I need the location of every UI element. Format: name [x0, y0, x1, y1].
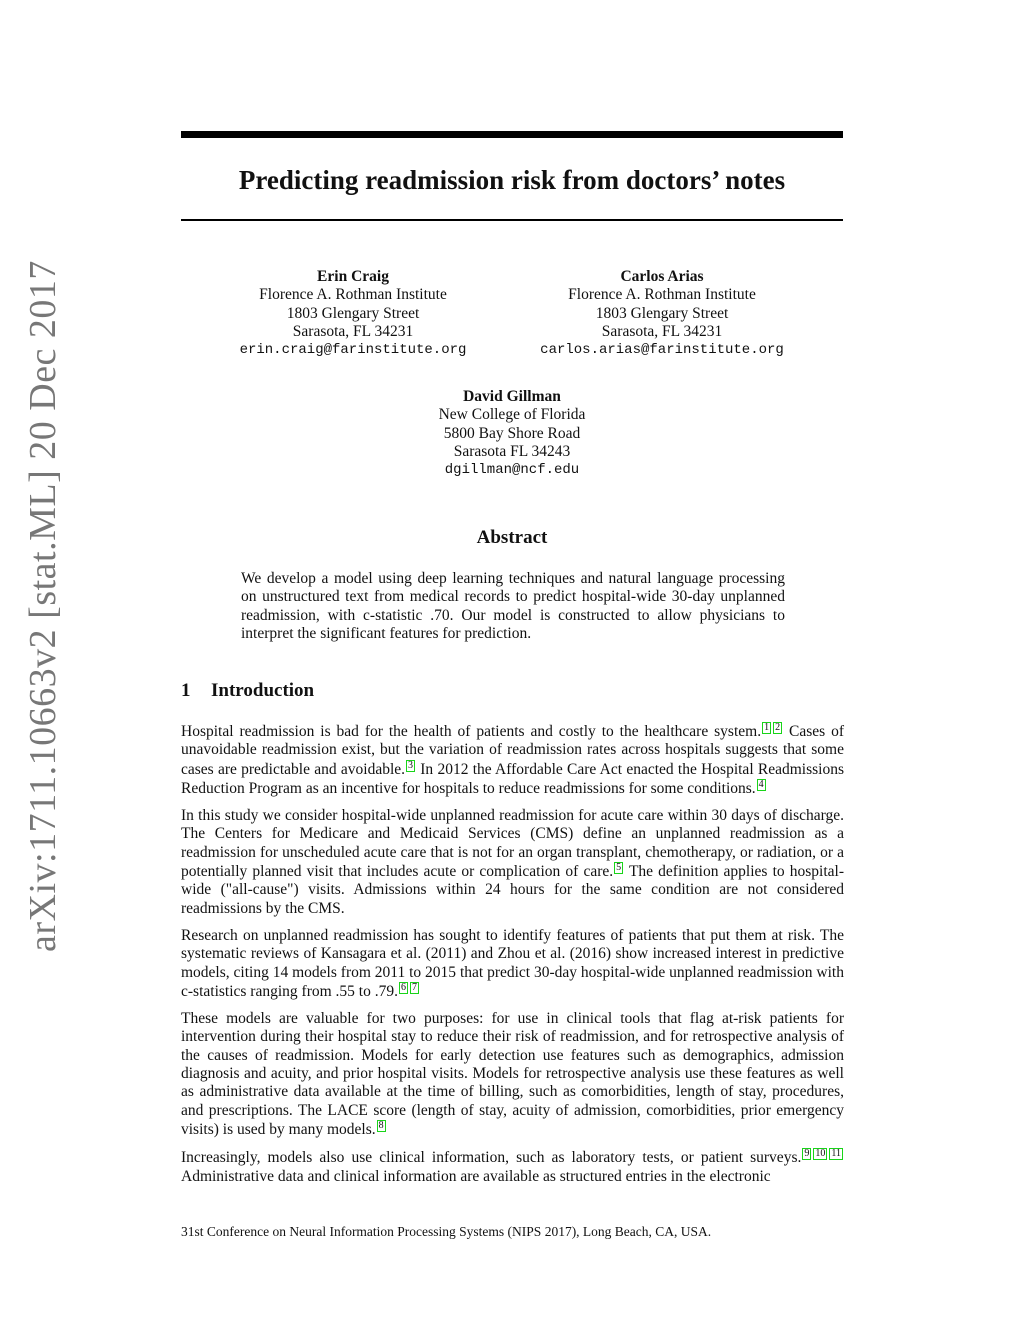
paragraph	[181, 927, 844, 1001]
citation-link[interactable]: 3	[408, 759, 414, 771]
body-text	[181, 722, 844, 1195]
author-street: 5800 Bay Shore Road	[443, 424, 581, 442]
title-rule-bottom	[181, 219, 843, 221]
author-email[interactable]: carlos.arias@farinstitute.org	[540, 342, 784, 359]
text-run: In this study we consider hospital-wide unplanned readmission for acute care within 30 days of discharge. The Centers for Medicare and Medicaid Services (CMS) define an unplanned readmission as a readmission for unscheduled acute care that is not for an organ transplant, chemotherapy, or radiation, or a potentially planned visit that includes acute or complication of care.	[181, 807, 844, 881]
author-name: Erin Craig	[317, 268, 389, 285]
citation-link[interactable]: 4	[758, 778, 764, 790]
paragraph	[181, 807, 844, 918]
paragraph	[181, 1148, 844, 1186]
author-city: Sarasota, FL 34231	[292, 322, 414, 340]
paragraph	[181, 722, 844, 798]
author-name: Carlos Arias	[620, 268, 704, 285]
text-run: Cases of unavoidable readmission exist, but the variation of readmission rates across hospitals suggests that some cases are predictable and avoidable.	[181, 723, 844, 778]
citation-link[interactable]: 2	[775, 722, 781, 733]
text-run: Administrative data and clinical information are available as structured entries in the electronic	[181, 1167, 771, 1185]
text-run: These models are valuable for two purposes: for use in clinical tools that flag at-risk patients for intervention during their hospital stay to reduce their risk of readmission, and for retrospective analysis of the causes of readmission. Models for early detection use features such as demographics, admission diagnosis and acuity, and prior hospital visits. Models for retrospective analysis use these features as well as administrative data available at the time of billing, such as comorbidities, length of stay, procedures, and prescriptions. The LACE score (length of stay, acuity of admission, comorbidities, prior emergency visits) is used by many models.	[181, 1010, 844, 1138]
author-affiliation: New College of Florida	[438, 406, 586, 424]
citation-link[interactable]: 10	[815, 1148, 826, 1160]
section-heading	[181, 680, 843, 702]
text-run: Hospital readmission is bad for the health of patients and costly to the healthcare system.	[181, 723, 762, 740]
citation-link[interactable]: 1	[764, 722, 770, 733]
author-street: 1803 Glengary Street	[595, 304, 729, 322]
citation-link[interactable]: 5	[616, 862, 622, 874]
section-number: 1	[181, 680, 191, 701]
title-rule-top	[181, 131, 843, 138]
abstract-heading: Abstract	[476, 527, 548, 548]
author-block	[530, 268, 794, 359]
citation-link[interactable]: 8	[378, 1119, 384, 1131]
citation-link[interactable]: 7	[411, 981, 417, 993]
author-city: Sarasota, FL 34231	[601, 322, 723, 340]
citation-link[interactable]: 6	[400, 981, 406, 993]
paragraph	[181, 1010, 844, 1139]
text-run: Research on unplanned readmission has sought to identify features of patients that put them at risk. The systematic reviews of Kansagara et al. (2011) and Zhou et al. (2016) show increased interest in predictive models, citing 14 models from 2011 to 2015 that predict 30-day hospital-wide unplanned readmission with c-statistics ranging from .55 to .79.	[181, 926, 844, 1000]
author-affiliation: Florence A. Rothman Institute	[568, 286, 756, 304]
author-block	[235, 268, 471, 359]
author-block	[385, 388, 639, 479]
text-run: Increasingly, models also use clinical information, such as laboratory tests, or patient surveys.	[181, 1149, 802, 1167]
citation-link[interactable]: 9	[804, 1148, 810, 1160]
author-name: David Gillman	[463, 388, 561, 405]
citation-link[interactable]: 11	[831, 1148, 841, 1160]
paper-title: Predicting readmission risk from doctors’ notes	[238, 165, 786, 195]
section-title: Introduction	[211, 680, 315, 701]
conference-footnote: 31st Conference on Neural Information Processing Systems (NIPS 2017), Long Beach, CA, USA.	[181, 1224, 712, 1239]
text-run: The definition applies to hospital-wide ("all-cause") visits. Admissions within 24 hours for the same condition are not considered readmissions by the CMS.	[181, 863, 844, 917]
author-email[interactable]: erin.craig@farinstitute.org	[239, 342, 467, 359]
author-affiliation: Florence A. Rothman Institute	[259, 286, 447, 304]
text-run: In 2012 the Affordable Care Act enacted the Hospital Readmissions Reduction Program as an incentive for hospitals to reduce readmissions for some conditions.	[181, 760, 844, 797]
author-city: Sarasota FL 34243	[453, 442, 571, 460]
author-email[interactable]: dgillman@ncf.edu	[444, 462, 580, 479]
abstract-text: We develop a model using deep learning techniques and natural language processing on unstructured text from medical records to predict hospital-wide 30-day unplanned readmission, with c-statistic .70. Our model is constructed to allow physicians to interpret the significant features for prediction.	[241, 570, 785, 642]
arxiv-identifier: arXiv:1711.10663v2 [stat.ML] 20 Dec 2017	[22, 260, 64, 952]
author-street: 1803 Glengary Street	[286, 304, 420, 322]
